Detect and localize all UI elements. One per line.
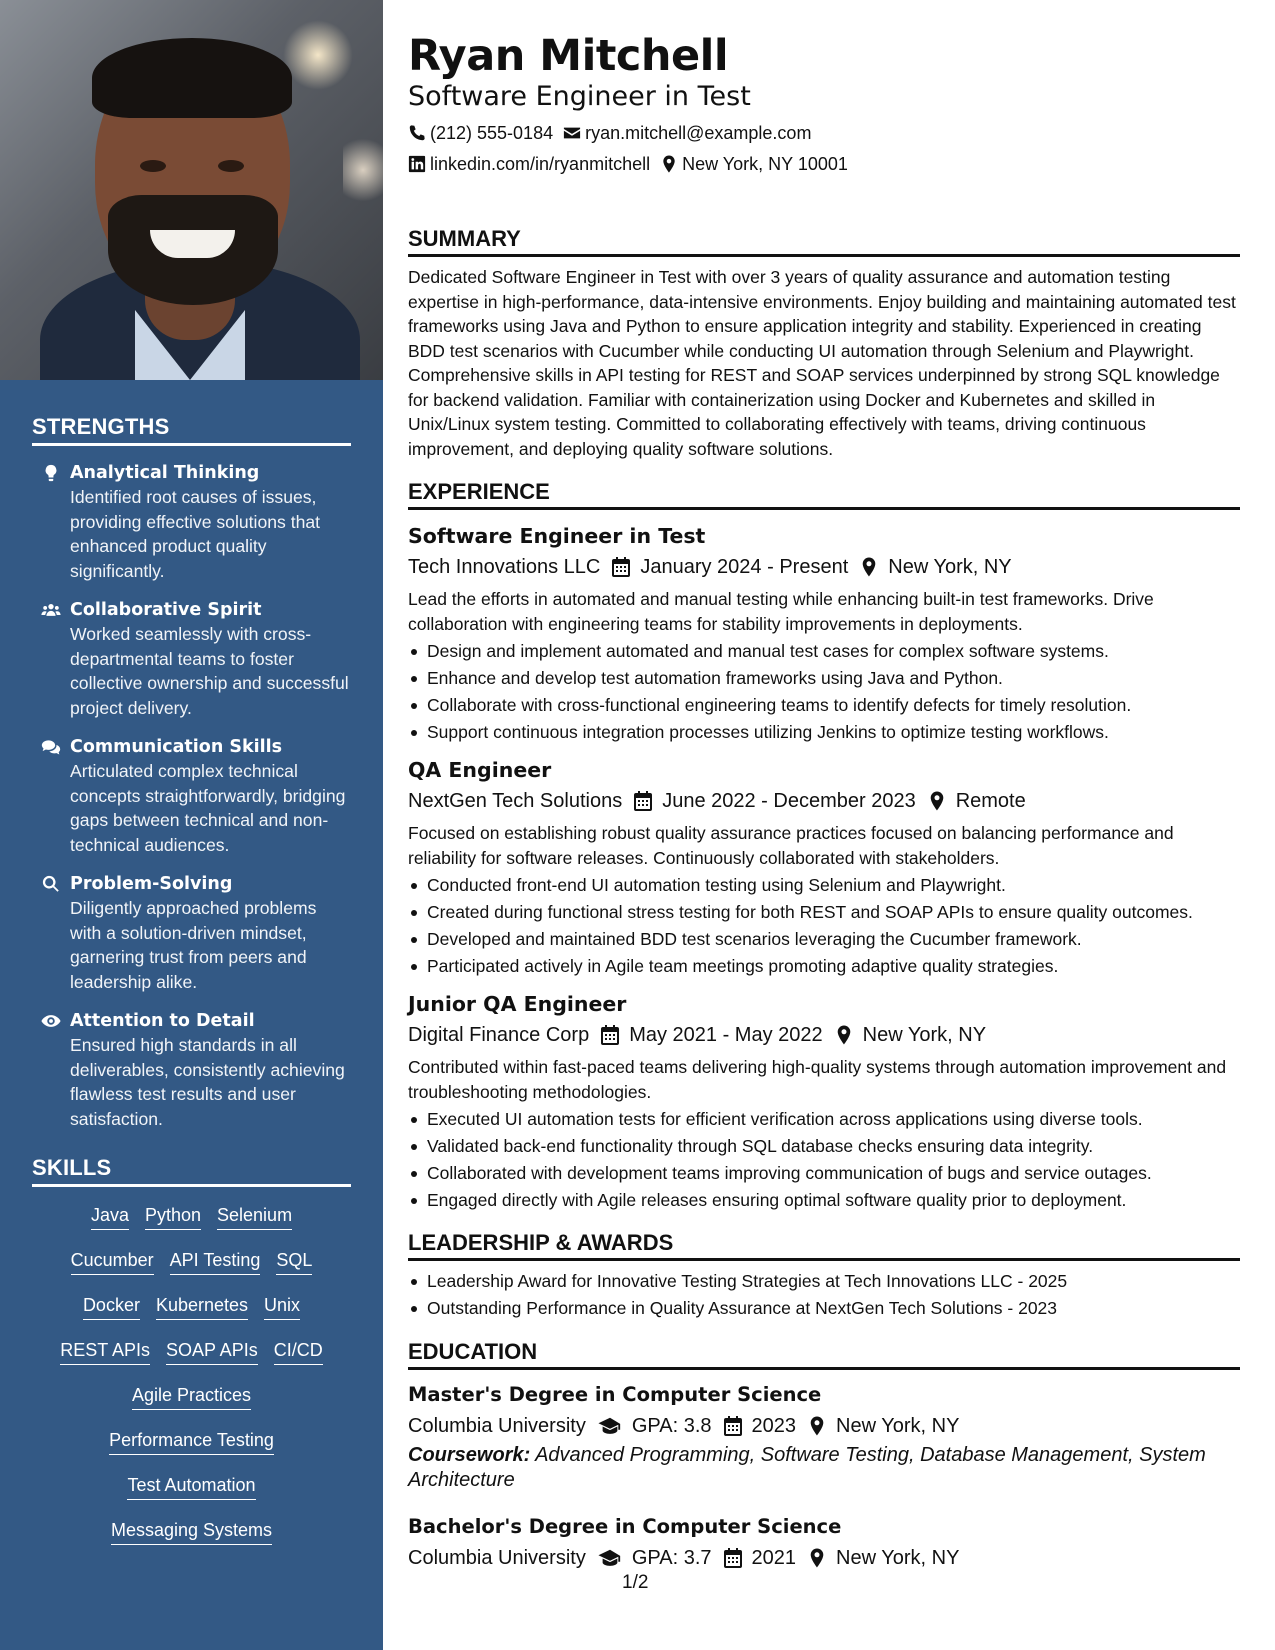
list-item: Leadership Award for Innovative Testing Strategies at Tech Innovations LLC - 2025 [408, 1269, 1240, 1294]
list-item: Executed UI automation tests for efficient verification across applications using diverse tools. [408, 1107, 1240, 1132]
graduation-cap-icon [598, 1416, 622, 1436]
candidate-name: Ryan Mitchell [408, 31, 729, 81]
linkedin-link[interactable]: linkedin.com/in/ryanmitchell [430, 154, 651, 174]
job-title: Software Engineer in Test [408, 524, 706, 548]
job-description: Lead the efforts in automated and manual testing while enhancing built-in test frameworks. Drive collaboration with engineering teams for stability improvements in deployments. [408, 589, 1154, 634]
skill-tag: Docker [83, 1293, 140, 1320]
skill-tag: REST APIs [60, 1338, 150, 1365]
calendar-icon [724, 1416, 742, 1436]
school-location: New York, NY [836, 1414, 960, 1437]
job-entry [408, 990, 1240, 1212]
job-entry [408, 522, 1240, 744]
coursework-list: Advanced Programming, Software Testing, Database Management, System Architecture [408, 1443, 1206, 1491]
skill-tag: SOAP APIs [166, 1338, 258, 1365]
skill-tag: Agile Practices [132, 1383, 251, 1410]
list-item: Collaborated with development teams improving communication of bugs and service outages. [408, 1161, 1240, 1186]
job-description: Contributed within fast-paced teams delivering high-quality systems through automation improvement and troubleshooting methodologies. [408, 1057, 1227, 1102]
skill-tag: Cucumber [71, 1248, 154, 1275]
skill-tag: Unix [264, 1293, 300, 1320]
location-text: New York, NY 10001 [682, 154, 848, 174]
calendar-icon [601, 1025, 619, 1045]
skill-tag: Performance Testing [109, 1428, 274, 1455]
eye-icon [41, 1012, 61, 1030]
search-icon [41, 875, 61, 893]
strength-item [32, 1009, 351, 1131]
skill-tag: Python [145, 1203, 201, 1230]
skill-tag: Selenium [217, 1203, 292, 1230]
grad-year: 2023 [751, 1414, 797, 1437]
map-marker-icon [928, 791, 946, 811]
strengths-heading: STRENGTHS [32, 414, 351, 446]
job-dates: May 2021 - May 2022 [629, 1024, 823, 1046]
list-item: Conducted front-end UI automation testing using Selenium and Playwright. [408, 873, 1240, 898]
job-dates: January 2024 - Present [640, 556, 849, 578]
degree-title: Master's Degree in Computer Science [408, 1382, 822, 1406]
skill-tag: SQL [276, 1248, 312, 1275]
calendar-icon [724, 1548, 742, 1568]
linkedin-icon [408, 155, 426, 173]
gpa-text: GPA: 3.8 [631, 1414, 712, 1437]
strength-item [32, 461, 351, 583]
list-item: Outstanding Performance in Quality Assurance at NextGen Tech Solutions - 2023 [408, 1296, 1240, 1321]
skill-tag: API Testing [170, 1248, 261, 1275]
users-icon [41, 601, 61, 619]
list-item: Collaborate with cross-functional engineering teams to identify defects for timely resolution. [408, 693, 1240, 718]
skill-tag: Messaging Systems [111, 1518, 272, 1545]
phone-icon [408, 124, 426, 142]
strength-item [32, 872, 351, 994]
skill-tag: Kubernetes [156, 1293, 248, 1320]
strength-item [32, 598, 351, 720]
list-item: Design and implement automated and manual test cases for complex software systems. [408, 639, 1240, 664]
comments-icon [41, 738, 61, 756]
main-content [408, 0, 1240, 1572]
list-item: Created during functional stress testing for both REST and SOAP APIs to ensure quality outcomes. [408, 900, 1240, 925]
skill-tag: CI/CD [274, 1338, 323, 1365]
map-marker-icon [860, 557, 878, 577]
education-entry [408, 1513, 1240, 1572]
strength-desc: Diligently approached problems with a solution-driven mindset, garnering trust from peers and leadership alike. [70, 898, 317, 992]
strength-title: Communication Skills [70, 737, 283, 757]
summary-heading: SUMMARY [408, 226, 1240, 257]
company-name: NextGen Tech Solutions [408, 790, 623, 812]
school-name: Columbia University [408, 1546, 586, 1569]
strength-item [32, 735, 351, 857]
map-marker-icon [660, 155, 678, 173]
school-name: Columbia University [408, 1414, 586, 1437]
sidebar [0, 0, 383, 1650]
job-title: QA Engineer [408, 758, 552, 782]
envelope-icon [563, 124, 581, 142]
job-description: Focused on establishing robust quality assurance practices focused on balancing performance and reliability for software releases. Continuously collaborated with stakeholders. [408, 823, 1174, 868]
strength-title: Analytical Thinking [70, 463, 260, 483]
summary-text: Dedicated Software Engineer in Test with over 3 years of quality assurance and automation testing expertise in high-performance, data-intensive environments. Enjoy building and maintaining automated test frameworks using Java and Python to ensure application integrity and stability. Experienced in creating BDD test scenarios with Cucumber while conducting UI automation through Selenium and Playwright. Comprehensive skills in API testing for REST and SOAP services underpinned by strong SQL knowledge for backend validation. Familiar with containerization using Docker and Kubernetes and skilled in Unix/Linux system testing. Committed to collaborating effectively with teams, driving continuous improvement, and deploying quality software solutions. [408, 267, 1236, 459]
list-item: Enhance and develop test automation frameworks using Java and Python. [408, 666, 1240, 691]
job-dates: June 2022 - December 2023 [662, 790, 916, 812]
company-name: Tech Innovations LLC [408, 556, 601, 578]
calendar-icon [612, 557, 630, 577]
skills-heading: SKILLS [32, 1155, 351, 1187]
skills-section [0, 1155, 383, 1563]
coursework-label: Coursework: [408, 1443, 531, 1466]
strength-desc: Worked seamlessly with cross-departmental teams to foster collective ownership and successful project delivery. [70, 624, 349, 718]
map-marker-icon [835, 1025, 853, 1045]
job-entry [408, 756, 1240, 978]
strength-title: Collaborative Spirit [70, 600, 262, 620]
list-item: Participated actively in Agile team meetings promoting adaptive quality strategies. [408, 954, 1240, 979]
education-heading: EDUCATION [408, 1339, 1240, 1370]
map-marker-icon [808, 1548, 826, 1568]
list-item: Support continuous integration processes utilizing Jenkins to optimize testing workflows. [408, 720, 1240, 745]
graduation-cap-icon [598, 1548, 622, 1568]
contact-row [408, 121, 1240, 145]
gpa-text: GPA: 3.7 [631, 1546, 712, 1569]
list-item: Validated back-end functionality through SQL database checks ensuring data integrity. [408, 1134, 1240, 1159]
list-item: Developed and maintained BDD test scenarios leveraging the Cucumber framework. [408, 927, 1240, 952]
skill-tag: Java [91, 1203, 129, 1230]
profile-photo [0, 0, 383, 380]
phone-text: (212) 555-0184 [430, 123, 554, 143]
coursework [408, 1443, 1240, 1493]
experience-heading: EXPERIENCE [408, 479, 1240, 510]
job-location: Remote [955, 790, 1026, 812]
strength-desc: Identified root causes of issues, providing effective solutions that enhanced product quality significantly. [70, 487, 321, 581]
list-item: Engaged directly with Agile releases ensuring optimal software quality prior to deployment. [408, 1188, 1240, 1213]
school-location: New York, NY [836, 1546, 960, 1569]
page-number: 1/2 [622, 1572, 649, 1593]
strength-title: Attention to Detail [70, 1011, 255, 1031]
strength-title: Problem-Solving [70, 874, 233, 894]
company-name: Digital Finance Corp [408, 1024, 590, 1046]
strength-desc: Articulated complex technical concepts straightforwardly, bridging gaps between technical and non-technical audiences. [70, 761, 346, 855]
strength-desc: Ensured high standards in all deliverables, consistently achieving flawless test results and user satisfaction. [70, 1035, 345, 1129]
lightbulb-icon [41, 464, 61, 482]
grad-year: 2021 [751, 1546, 797, 1569]
email-link[interactable]: ryan.mitchell@example.com [585, 123, 812, 143]
job-location: New York, NY [862, 1024, 987, 1046]
job-location: New York, NY [888, 556, 1012, 578]
job-title: Junior QA Engineer [408, 992, 627, 1016]
contact-row [408, 152, 1240, 176]
leadership-heading: LEADERSHIP & AWARDS [408, 1230, 1240, 1261]
skill-tag: Test Automation [127, 1473, 255, 1500]
strengths-section [0, 414, 383, 1131]
calendar-icon [634, 791, 652, 811]
education-entry [408, 1381, 1240, 1493]
candidate-title: Software Engineer in Test [408, 81, 751, 112]
map-marker-icon [808, 1416, 826, 1436]
degree-title: Bachelor's Degree in Computer Science [408, 1514, 842, 1538]
